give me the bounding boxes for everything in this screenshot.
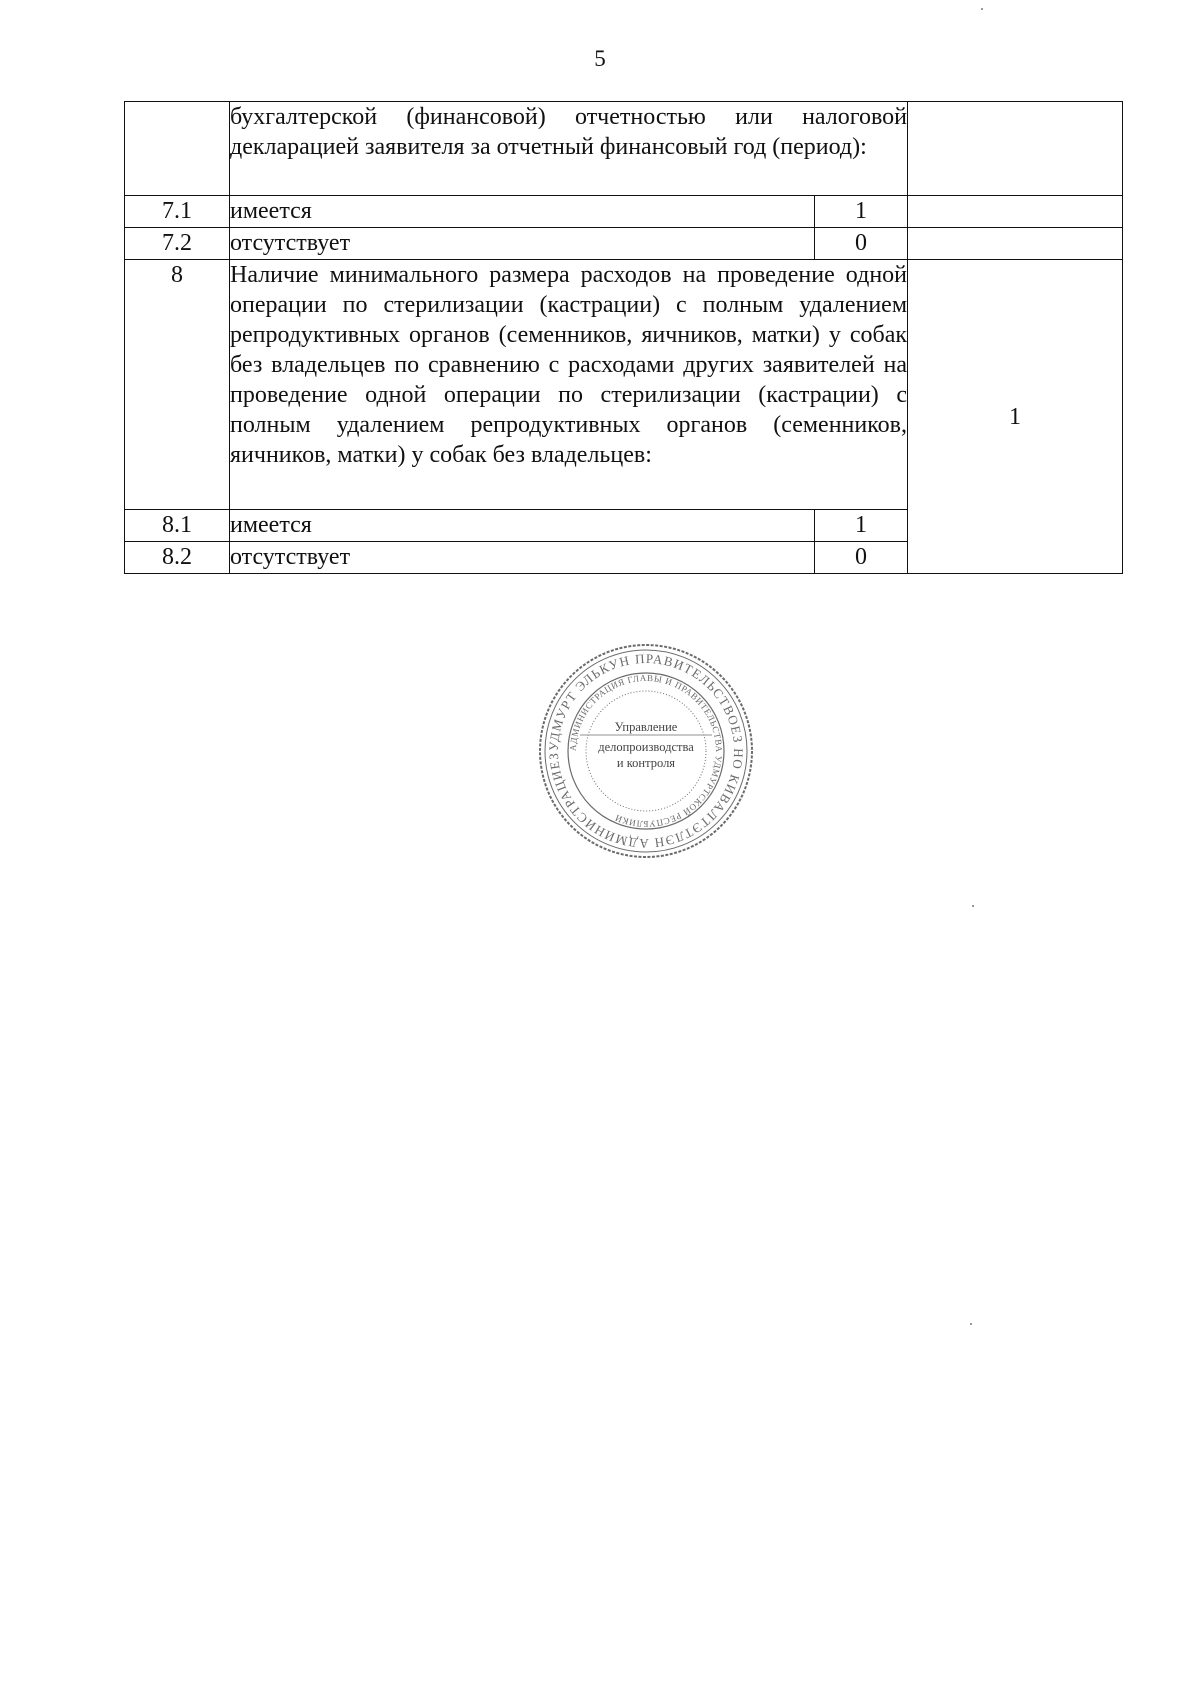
seal-inner-ring-text: АДМИНИСТРАЦИЯ ГЛАВЫ И ПРАВИТЕЛЬСТВА УДМУРТСКОЙ РЕСПУБЛИКИ: [567, 672, 725, 830]
row-number: 8: [125, 260, 230, 510]
total-points-cell: 1: [908, 260, 1123, 574]
scan-speck: [972, 905, 974, 907]
seal-center-line: Управление: [614, 720, 678, 734]
row-number: 7.1: [125, 196, 230, 228]
criterion-description: имеется: [230, 510, 815, 542]
total-points-cell: [908, 228, 1123, 260]
row-number: 8.2: [125, 542, 230, 574]
table-row: [125, 102, 1123, 196]
points-value: 0: [815, 228, 908, 260]
table-row: [125, 228, 1123, 260]
seal-center-line: делопроизводства: [598, 740, 694, 754]
points-value: 1: [815, 196, 908, 228]
total-points-cell: [908, 102, 1123, 196]
points-value: 1: [815, 510, 908, 542]
criterion-description: имеется: [230, 196, 815, 228]
row-number: 7.2: [125, 228, 230, 260]
criterion-description: отсутствует: [230, 542, 815, 574]
page-number: 5: [594, 46, 606, 71]
seal-center-line: и контроля: [616, 756, 676, 770]
scan-speck: [981, 8, 983, 10]
criterion-description: отсутствует: [230, 228, 815, 260]
seal-outer-ring-text: УДМУРТ ЭЛЬКУН ПРАВИТЕЛЬСТВОЕЗ НО КИВАЛТЭТЛЭН АДМИНИСТРАЦИЕЗ: [545, 650, 747, 852]
table-row: [125, 196, 1123, 228]
scan-speck: [970, 1323, 972, 1325]
criterion-description: бухгалтерской (финансовой) отчетностью или налоговой декларацией заявителя за отчетный финансовый год (период):: [230, 102, 908, 196]
criterion-description: Наличие минимального размера расходов на проведение одной операции по стерилизации (кастрации) с полным удалением репродуктивных органов (семенников, яичников, матки) у собак без владельцев по сравнению с расходами других заявителей на проведение одной операции по стерилизации (кастрации) с полным удалением репродуктивных органов (семенников, яичников, матки) у собак без владельцев:: [230, 260, 908, 510]
table-row: [125, 260, 1123, 510]
official-seal: [536, 641, 756, 861]
total-points-cell: [908, 196, 1123, 228]
row-number: 8.1: [125, 510, 230, 542]
row-number: [125, 102, 230, 196]
points-value: 0: [815, 542, 908, 574]
criteria-table: [124, 101, 1123, 574]
